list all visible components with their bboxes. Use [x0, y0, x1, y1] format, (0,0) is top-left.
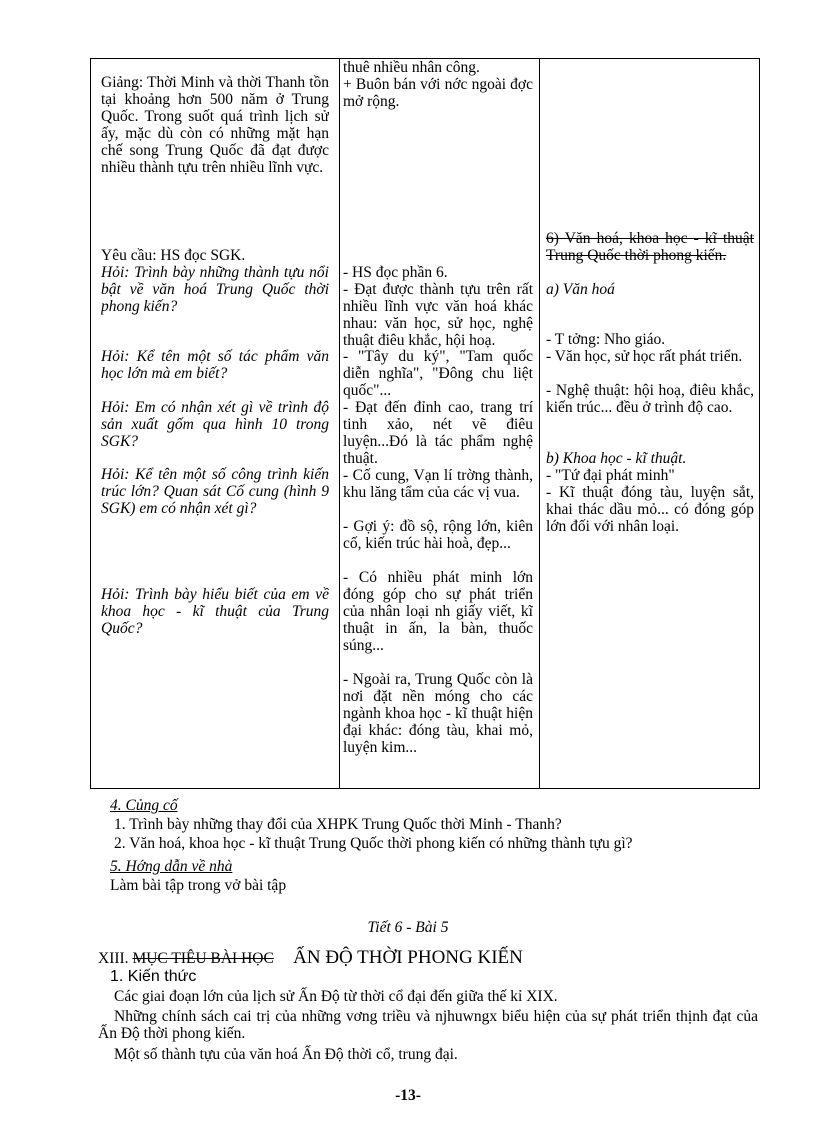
- consolidation-heading: 4. Củng cố: [110, 797, 178, 814]
- consolidation-question: 1. Trình bày những thay đổi của XHPK Trung Quốc thời Minh - Thanh?: [114, 816, 562, 833]
- student-answer: - Có nhiều phát minh lớn đóng góp cho sự phát triển của nhân loại nh giấy viết, kĩ thuật in ấn, la bàn, thuốc súng...: [343, 569, 533, 654]
- knowledge-item: Những chính sách cai trị của những vơng triều và njhuwngx biểu hiện của sự phát triển thịnh đạt của Ấn Độ thời phong kiến.: [98, 1008, 758, 1042]
- teacher-question: Hỏi: Em có nhận xét gì về trình độ sản xuất gốm qua hình 10 trong SGK?: [101, 399, 329, 450]
- lesson-title: ẤN ĐỘ THỜI PHONG KIẾN: [293, 947, 523, 968]
- content-item: - Kĩ thuật đóng tàu, luyện sắt, khai thác dầu mỏ... có đóng góp lớn đối với nhân loại.: [546, 484, 754, 535]
- column-divider: [339, 59, 340, 788]
- subheading-culture: a) Văn hoá: [546, 281, 615, 298]
- column-divider: [539, 59, 540, 788]
- consolidation-question: 2. Văn hoá, khoa học - kĩ thuật Trung Quốc thời phong kiến có những thành tựu gì?: [114, 835, 633, 852]
- teacher-question: Hỏi: Trình bày những thành tựu nổi bật về văn hoá Trung Quốc thời phong kiến?: [101, 264, 329, 315]
- objectives-label: MỤC TIÊU BÀI HỌC: [132, 950, 274, 967]
- content-item: - T tởng: Nho giáo.: [546, 331, 666, 348]
- content-column: [546, 59, 754, 788]
- content-item: - "Tứ đại phát minh": [546, 467, 675, 484]
- objectives-number: XIII.: [98, 950, 129, 967]
- teacher-question: Hỏi: Kể tên một số tác phẩm văn học lớn mà em biết?: [101, 348, 329, 382]
- student-answer: - HS đọc phần 6.: [343, 264, 448, 281]
- objectives-heading: [98, 950, 274, 967]
- student-answer: - Đạt đến đỉnh cao, trang trí tinh xảo, nét vẽ điêu luyện...Đó là tác phẩm nghệ thuật.: [343, 399, 533, 467]
- student-column: [343, 59, 533, 788]
- content-item: - Văn học, sử học rất phát triển.: [546, 348, 743, 365]
- student-answer: - Gợi ý: đồ sộ, rộng lớn, kiên cố, kiến trúc hài hoà, đẹp...: [343, 518, 533, 552]
- knowledge-item: Các giai đoạn lớn của lịch sử Ấn Độ từ thời cổ đại đến giữa thế kỉ XIX.: [114, 988, 558, 1005]
- lesson-period: Tiết 6 - Bài 5: [367, 918, 449, 936]
- knowledge-heading: 1. Kiến thức: [110, 968, 197, 985]
- teacher-column: [101, 59, 329, 788]
- student-answer: - "Tây du ký", "Tam quốc diễn nghĩa", "Đông chu liệt quốc"...: [343, 348, 533, 399]
- student-answer: - Cố cung, Vạn lí trờng thành, khu lăng tẩm của các vị vua.: [343, 467, 533, 501]
- teacher-question: Hỏi: Kể tên một số công trình kiến trúc lớn? Quan sát Cố cung (hình 9 SGK) em có nhận xét gì?: [101, 466, 329, 517]
- student-answer: - Đạt được thành tựu trên rất nhiều lĩnh vực văn hoá khác nhau: văn học, sử học, nghệ thuật điêu khắc, hội hoạ.: [343, 281, 533, 349]
- student-answer: - Ngoài ra, Trung Quốc còn là nơi đặt nền móng cho các ngành khoa học - kĩ thuật hiện đại khác: đóng tàu, khai mỏ, luyện kim...: [343, 671, 533, 756]
- knowledge-item: Một số thành tựu của văn hoá Ấn Độ thời cổ, trung đại.: [114, 1046, 458, 1063]
- section-heading: 6) Văn hoá, khoa học - kĩ thuật Trung Quốc thời phong kiến.: [546, 230, 754, 264]
- homework-heading: 5. Hớng dẫn về nhà: [110, 858, 233, 875]
- subheading-science: b) Khoa học - kĩ thuật.: [546, 450, 687, 467]
- teacher-lecture: Giảng: Thời Minh và thời Thanh tồn tại khoảng hơn 500 năm ở Trung Quốc. Trong suốt quá trình lịch sử ấy, mặc dù còn có những mặt hạn chế song Trung Quốc đã đạt được nhiều thành tựu trên nhiều lĩnh vực.: [101, 74, 329, 176]
- lesson-table: [90, 58, 760, 789]
- student-answer: thuê nhiều nhân công.: [343, 59, 480, 76]
- page-number: -13-: [395, 1086, 421, 1104]
- homework-text: Làm bài tập trong vở bài tập: [110, 877, 287, 894]
- content-item: - Nghệ thuật: hội hoạ, điêu khắc, kiến trúc... đều ở trình độ cao.: [546, 382, 754, 416]
- student-answer: + Buôn bán với nớc ngoài đợc mở rộng.: [343, 76, 533, 110]
- teacher-request: Yêu cầu: HS đọc SGK.: [101, 247, 246, 264]
- teacher-question: Hỏi: Trình bày hiểu biết của em về khoa học - kĩ thuật của Trung Quốc?: [101, 586, 329, 637]
